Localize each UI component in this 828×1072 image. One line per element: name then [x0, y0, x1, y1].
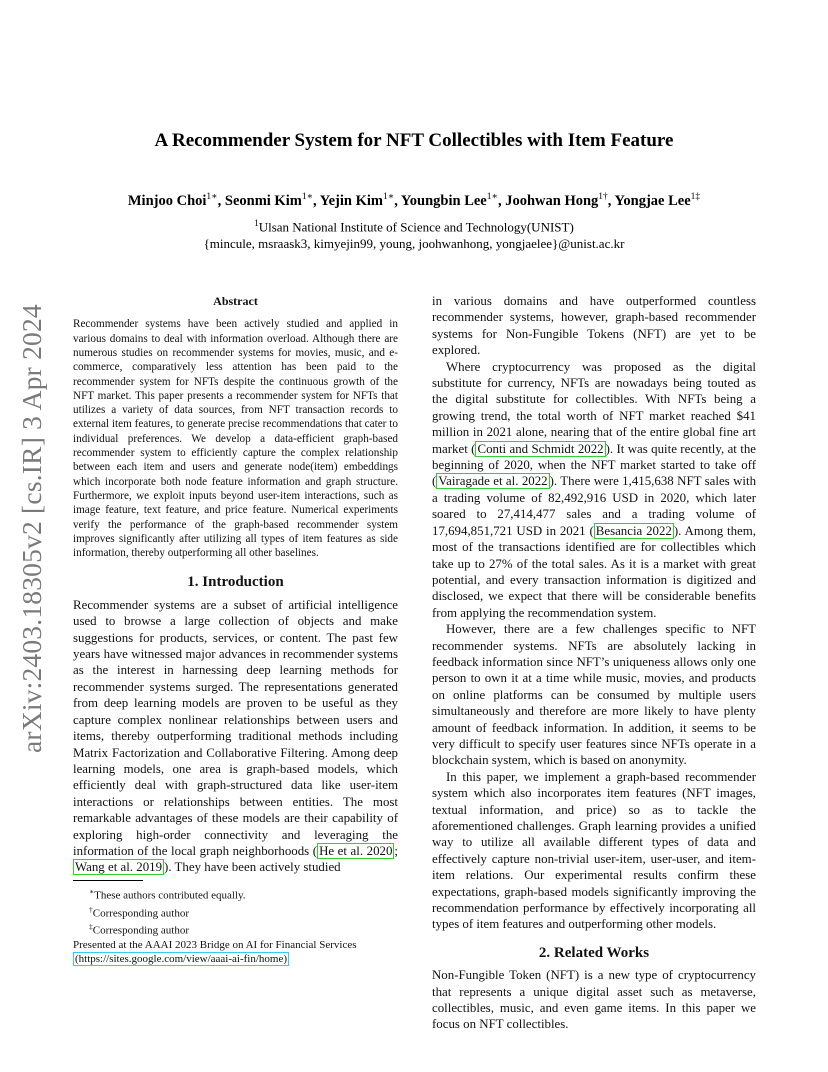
intro-paragraph-1-end: ). They have been actively studied [164, 860, 341, 875]
author-separator: , [607, 192, 615, 209]
affiliation-block [0, 215, 828, 252]
author-affil-mark: 1∗ [206, 192, 218, 202]
intro-paragraph-2-text-d: ). Among them, most of the transactions identified are for collectibles which take up to 27% of the total sales. As it is a market with great potential, and every transaction information is digitized and disclosed, we expect that there will be considerable benefits from applying the recommendation system. [432, 523, 757, 620]
author-name: Yongjae Lee [614, 192, 691, 209]
intro-paragraph-2 [432, 359, 756, 622]
left-column [73, 293, 398, 876]
intro-paragraph-2-text-b: ). It was quite recently, at the beginning of 2020, when the NFT market started to take off ( [432, 441, 757, 489]
affiliation-mark: 1 [254, 218, 259, 228]
presented-note-text: Presented at the AAAI 2023 Bridge on AI for Financial Services [73, 938, 357, 951]
affiliation-institution: Ulsan National Institute of Science and Technology(UNIST) [258, 219, 574, 235]
abstract-heading: Abstract [213, 294, 258, 308]
abstract-text: Recommender systems have been actively studied and applied in various domains to deal with information overload. Although there are numerous studies on recommender systems for movies, music, and e-commerce, comparatively less attention has been paid to the recommender system for NFTs despite the continuous growth of the NFT market. This paper presents a recommender system for NFTs that utilizes a variety of data sources, from NFT transaction records to external item features, to generate precise recommendations that cater to individual preferences. We develop a data-efficient graph-based recommender system to efficiently capture the complex relationship between each item and users and generate node(item) embeddings which incorporate both node feature information and graph structure. Furthermore, we exploit inputs beyond user-item interactions, such as image feature, text feature, and price feature. Numerical experiments verify the performance of the graph-based recommender system improves significantly after utilizing all types of item features as side information, thereby outperforming all other baselines. [73, 318, 398, 560]
intro-paragraph-2-text-a: Where cryptocurrency was proposed as the digital substitute for currency, NFTs are nowadays being touted as the digital substitute for collectibles. With NFTs being a growing trend, the total worth of NFT market reached $41 million in 2021 alone, nearing that of the entire global fine art market ( [432, 359, 756, 456]
footnote-mark: † [89, 904, 93, 914]
citation-link[interactable]: Conti and Schmidt 2022 [477, 441, 604, 456]
section-heading-related-works: 2. Related Works [538, 944, 650, 961]
citation-link[interactable]: Wang et al. 2019 [75, 860, 163, 875]
footnote-text: These authors contributed equally. [94, 889, 246, 902]
footnote-mark: ‡ [89, 922, 93, 932]
intro-paragraph-1-text: Recommender systems are a subset of artificial intelligence used to browse a large collection of objects and make suggestions for products, services, or content. The past few years have witnessed major advances in recommender systems as the interest in harnessing deep learning methods for recommender systems surged. The representations generated from deep learning models are proven to be useful as they capture complex nonlinear relationships between users and items, thereby outperforming traditional methods including Matrix Factorization and Collaborative Filtering. Among deep learning models, one area is graph-based models, which efficiently deal with graph-structured data like user-item interactions or relationships between entities. The most remarkable advantages of these models are their capability of exploring high-order connectivity and leveraging the information of the local graph neighborhoods ( [73, 597, 398, 858]
footnote-rule [73, 880, 143, 881]
author-affil-mark: 1∗ [486, 192, 498, 202]
footnote [73, 903, 398, 921]
footnote-mark: ∗ [89, 887, 95, 896]
intro-paragraph-3: However, there are a few challenges specific to NFT recommender systems. NFTs are absolutely lacking in feedback information since NFT’s uniqueness allows only one person to own it at a time while music, movies, and products on online platforms can be consumed by multiple users simultaneously and therefore are more likely to have plenty amount of feedback information. In addition, it seems to be very difficult to specify user features since NFTs operate in a blockchain system, which is based on anonymity. [432, 622, 756, 768]
author-affil-mark: 1∗ [301, 192, 314, 202]
author-separator: , [313, 192, 320, 209]
affiliation-line [0, 215, 828, 235]
author-affil-mark: 1† [598, 192, 608, 202]
intro-paragraph-1-continued: in various domains and have outperformed countless recommender systems, however, graph-based recommender systems for Non-Fungible Tokens (NFT) are yet to be explored. [432, 294, 756, 358]
presented-note [73, 938, 398, 966]
related-works-paragraph-1: Non-Fungible Token (NFT) is a new type of cryptocurrency that represents a unique digital asset such as metaverse, collectibles, music, and even game items. In this paper we focus on NFT collectibles. [432, 968, 756, 1032]
footnotes [73, 880, 398, 966]
intro-paragraph-2-text-c: ). There were 1,415,638 NFT sales with a trading volume of 82,492,916 USD in 2020, which later soared to 27,414,477 sales and a trading volume of 17,694,851,721 USD in 2021 ( [432, 474, 757, 538]
footnote [73, 920, 398, 938]
footnote [73, 885, 398, 903]
arxiv-identifier [10, 298, 54, 753]
author-separator: , [497, 192, 506, 209]
author-list [0, 191, 828, 210]
author-name: Minjoo Choi [127, 192, 207, 209]
citation-link[interactable]: Besancia 2022 [595, 523, 672, 538]
author-name: Joohwan Hong [505, 192, 599, 209]
right-column [432, 293, 756, 1033]
footnote-text: Corresponding author [92, 924, 189, 937]
intro-paragraph-4: In this paper, we implement a graph-based recommender system which also incorporates item features (NFT images, textual information, and price) so as to tackle the aforementioned challenges. Graph learning provides a unified way to utilize all available different types of data and effectively capture non-trivial user-item, user-user, and item-item relations. Our experimental results confirm these expectations, graph-based models significantly improving the recommendation performance by effectively incorporating all types of item features and outperforming other models. [432, 769, 756, 932]
citation-link[interactable]: He et al. 2020 [319, 843, 393, 858]
author-emails: {mincule, msraask3, kimyejin99, young, joohwanhong, yongjaelee}@unist.ac.kr [203, 236, 625, 252]
citation-separator: ; [394, 843, 398, 858]
author-name: Seonmi Kim [224, 192, 302, 209]
author-separator: , [394, 192, 401, 209]
section-heading-introduction: 1. Introduction [187, 574, 284, 591]
author-name: Yejin Kim [319, 192, 383, 209]
arxiv-identifier-text: arXiv:2403.18305v2 [cs.IR] 3 Apr 2024 [16, 304, 47, 753]
workshop-url-link[interactable]: (https://sites.google.com/view/aaai-ai-fin/home) [75, 952, 287, 965]
intro-paragraph-1 [73, 597, 398, 876]
footnote-text: Corresponding author [92, 907, 189, 920]
author-affil-mark: 1∗ [382, 192, 395, 202]
author-separator: , [217, 192, 225, 209]
author-affil-mark: 1‡ [690, 192, 701, 202]
paper-title: A Recommender System for NFT Collectibles with Item Feature [154, 130, 674, 151]
author-name: Youngbin Lee [400, 192, 487, 209]
citation-link[interactable]: Vairagade et al. 2022 [438, 474, 548, 489]
